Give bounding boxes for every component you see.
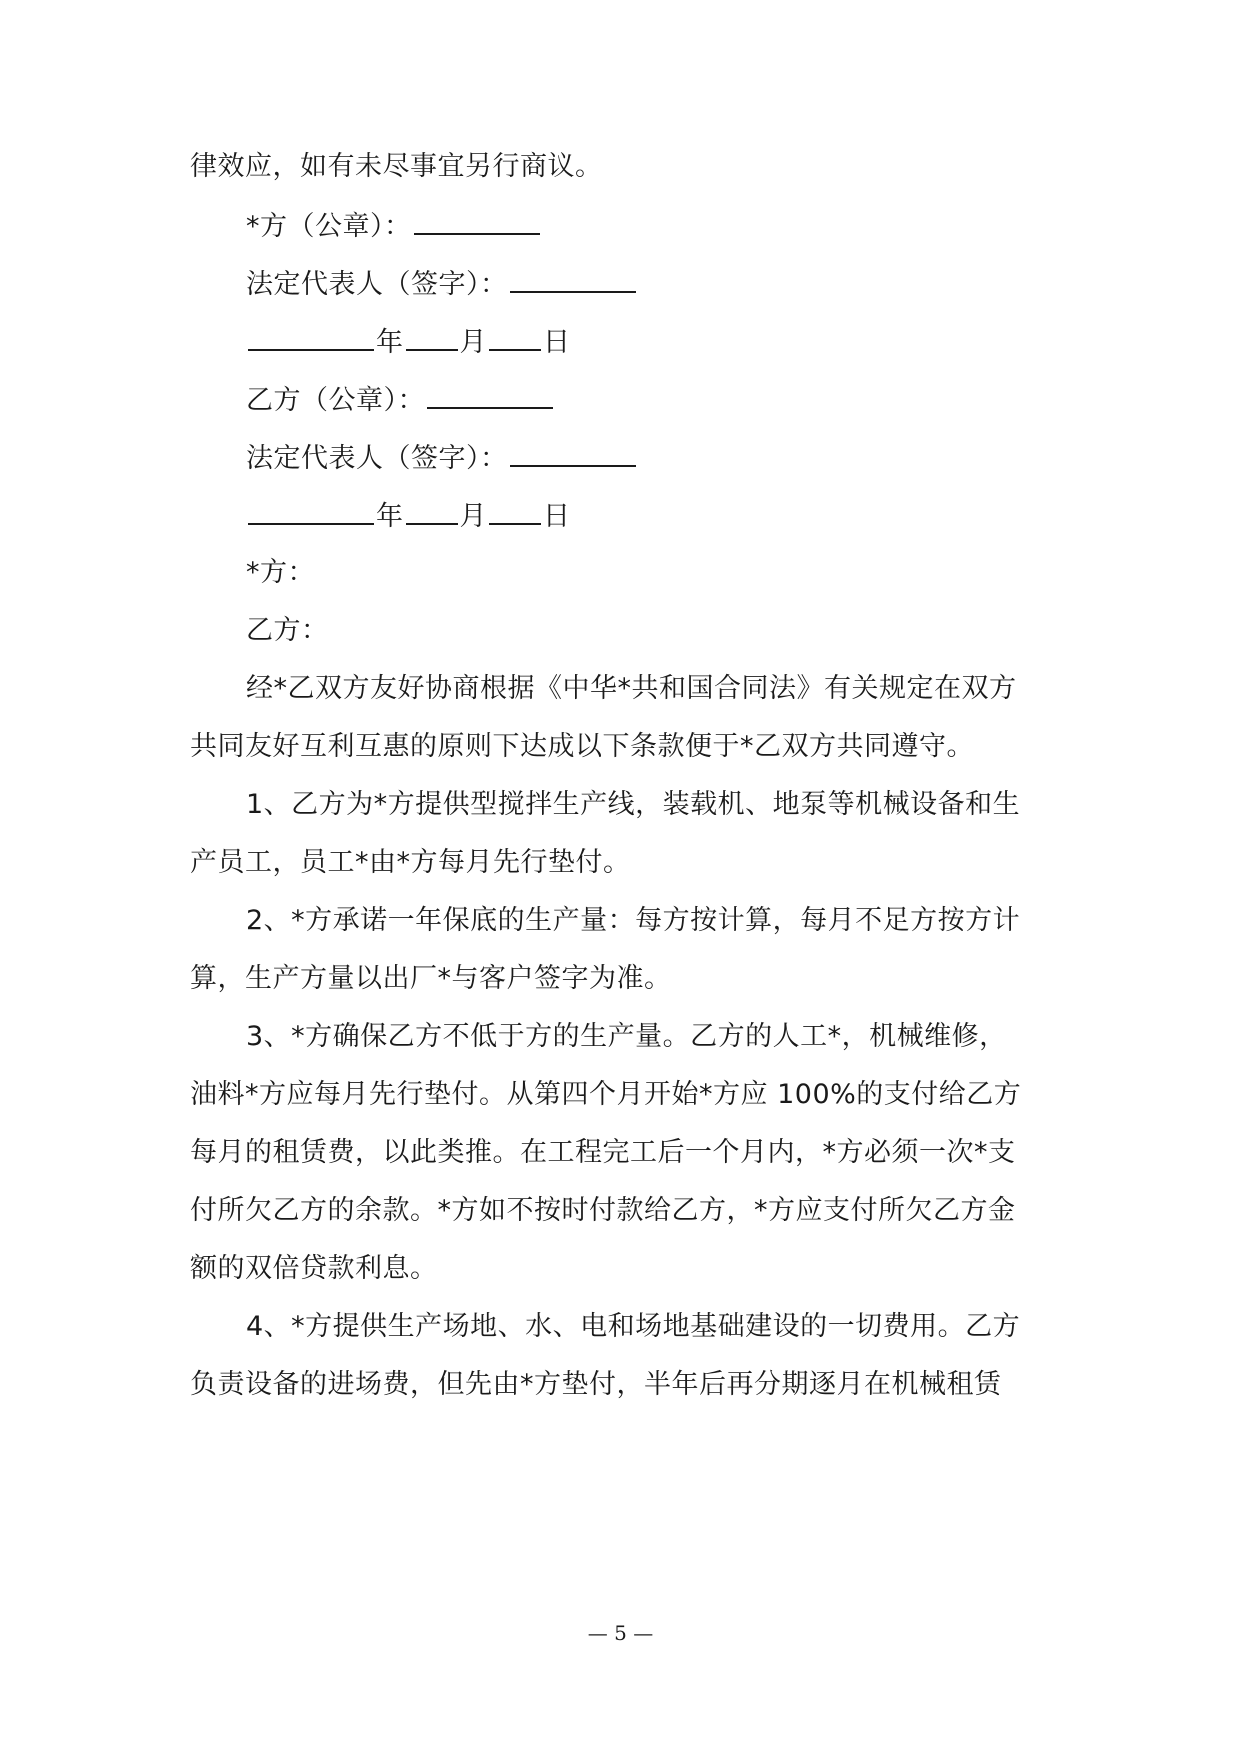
party-b-seal-blank: [427, 381, 553, 409]
preamble-line-1: 经*乙双方友好协商根据《中华*共和国合同法》有关规定在双方: [246, 673, 1017, 704]
clause-3-line-3: 每月的租赁费，以此类推。在工程完工后一个月内，*方必须一次*支: [190, 1137, 1016, 1168]
party-a-seal-line: [246, 207, 1126, 245]
year-label: 年: [376, 327, 404, 358]
party-b-representative-label: 法定代表人（签字）：: [246, 443, 508, 474]
party-b-seal-label: 乙方（公章）：: [246, 385, 425, 416]
month-blank: [406, 323, 458, 351]
clause-1-line-2: 产员工，员工*由*方每月先行垫付。: [190, 847, 631, 878]
clause-4-line-1: 4、*方提供生产场地、水、电和场地基础建设的一切费用。乙方: [246, 1311, 1021, 1342]
year-blank: [248, 497, 374, 525]
party-a-seal-blank: [414, 207, 540, 235]
party-a-label: *方：: [246, 557, 315, 588]
party-b-representative-line: [246, 439, 1126, 477]
clause-2-line-2: 算，生产方量以出厂*与客户签字为准。: [190, 963, 672, 994]
party-b-label: 乙方：: [246, 615, 329, 646]
clause-4-line-2: 负责设备的进场费，但先由*方垫付，半年后再分期逐月在机械租赁: [190, 1369, 1002, 1400]
clause-1-line-1: 1、乙方为*方提供型搅拌生产线，装载机、地泵等机械设备和生: [246, 789, 1021, 820]
clause-3-line-1: 3、*方确保乙方不低于方的生产量。乙方的人工*，机械维修，: [246, 1021, 1007, 1052]
party-a-date-line: [246, 323, 1126, 361]
party-a-representative-blank: [510, 265, 636, 293]
clause-2-line-1: 2、*方承诺一年保底的生产量：每方按计算，每月不足方按方计: [246, 905, 1021, 936]
year-label: 年: [376, 501, 404, 532]
day-blank: [489, 323, 541, 351]
day-label: 日: [543, 327, 571, 358]
preamble-line-2: 共同友好互利互惠的原则下达成以下条款便于*乙双方共同遵守。: [190, 731, 974, 762]
text-line-closing: 律效应，如有未尽事宜另行商议。: [190, 151, 603, 182]
month-blank: [406, 497, 458, 525]
party-b-date-line: [246, 497, 1126, 535]
clause-3-line-4: 付所欠乙方的余款。*方如不按时付款给乙方，*方应支付所欠乙方金: [190, 1195, 1016, 1226]
month-label: 月: [459, 501, 487, 532]
party-b-seal-line: [246, 381, 1126, 419]
clause-3-line-2: 油料*方应每月先行垫付。从第四个月开始*方应 100%的支付给乙方: [190, 1079, 1022, 1110]
month-label: 月: [459, 327, 487, 358]
day-label: 日: [543, 501, 571, 532]
party-a-seal-label: *方（公章）：: [246, 211, 412, 242]
year-blank: [248, 323, 374, 351]
page-number: — 5 —: [587, 1621, 654, 1645]
clause-3-line-5: 额的双倍贷款利息。: [190, 1253, 438, 1284]
party-a-representative-line: [246, 265, 1126, 303]
party-b-representative-blank: [510, 439, 636, 467]
party-a-representative-label: 法定代表人（签字）：: [246, 269, 508, 300]
day-blank: [489, 497, 541, 525]
